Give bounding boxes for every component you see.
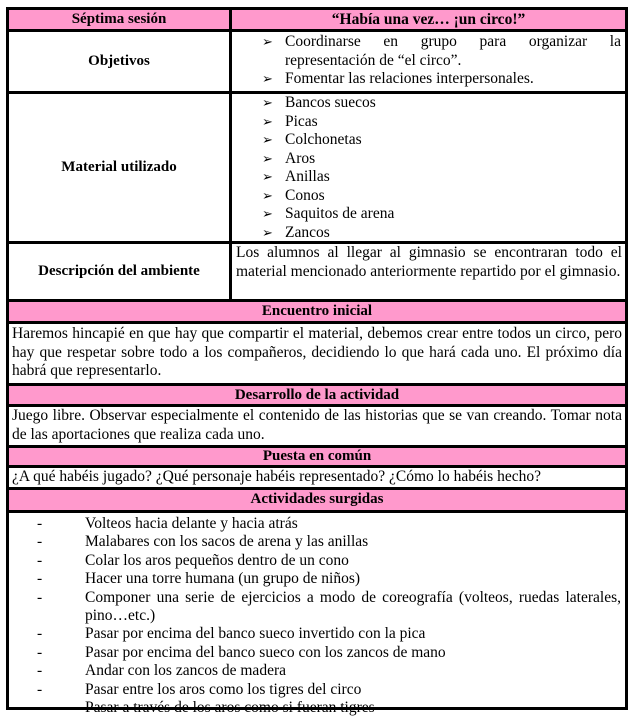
- desarrollo-header: Desarrollo de la actividad: [9, 383, 625, 404]
- list-item: - Pasar por encima del banco sueco invertido con la pica: [37, 625, 426, 643]
- actividades-list: [9, 513, 625, 717]
- dash-bullet-icon: -: [37, 533, 43, 551]
- arrow-bullet-icon: ➢: [262, 187, 273, 203]
- material-label: Material utilizado: [61, 159, 177, 175]
- material-row: [9, 91, 625, 241]
- list-item: - Volteos hacia delante y hacia atrás: [37, 515, 298, 532]
- ambiente-row: [9, 241, 625, 299]
- list-item: - Colar los aros pequeños dentro de un cono: [37, 551, 349, 569]
- arrow-bullet-icon: ➢: [262, 206, 273, 221]
- puesta-row: [9, 465, 625, 487]
- session-table: [6, 7, 628, 717]
- desarrollo-row: [9, 404, 625, 445]
- list-item: ➢ Fomentar las relaciones interpersonales.: [262, 70, 534, 87]
- list-item: - Pasar entre los aros como los tigres del circo: [37, 680, 362, 698]
- dash-bullet-icon: -: [37, 680, 43, 698]
- session-header-row: [9, 10, 625, 29]
- list-item: ➢ Aros: [262, 149, 316, 167]
- session-title: “Había una vez… ¡un circo!”: [229, 10, 625, 29]
- arrow-bullet-icon: ➢: [262, 224, 273, 240]
- dash-bullet-icon: -: [37, 643, 43, 661]
- dash-bullet-icon: -: [37, 515, 43, 532]
- puesta-text: ¿A qué habéis jugado? ¿Qué personaje habéis representado? ¿Cómo lo habéis hecho?: [12, 468, 541, 485]
- list-item: - Componer una serie de ejercicios a modo de coreografía (volteos, ruedas laterales, pino…etc.): [37, 588, 621, 625]
- list-item: ➢ Anillas: [262, 168, 330, 185]
- list-item: ➢ Bancos suecos: [262, 94, 376, 111]
- arrow-bullet-icon: ➢: [262, 113, 273, 129]
- objetivos-list: [232, 33, 625, 89]
- actividades-row: [9, 510, 625, 717]
- ambiente-text: Los alumnos al llegar al gimnasio se encontraran todo el material mencionado anteriormente repartido por el gimnasio.: [236, 244, 622, 280]
- arrow-bullet-icon: ➢: [262, 34, 273, 49]
- list-item: ➢ Conos: [262, 186, 325, 204]
- ambiente-label: Descripción del ambiente: [38, 263, 200, 279]
- list-item: - Andar con los zancos de madera: [37, 662, 286, 680]
- dash-bullet-icon: -: [37, 551, 43, 569]
- encuentro-header: Encuentro inicial: [9, 299, 625, 321]
- dash-bullet-icon: -: [37, 625, 43, 643]
- desarrollo-text: Juego libre. Observar especialmente el contenido de las historias que se van creando. Tomar nota de las aportaciones que realiza cada uno.: [12, 407, 622, 443]
- list-item: ➢ Colchonetas: [262, 131, 362, 148]
- session-label: Séptima sesión: [71, 11, 167, 27]
- list-item: - Pasar por encima del banco sueco con los zancos de mano: [37, 643, 446, 661]
- list-item: - Malabares con los sacos de arena y las anillas: [37, 533, 369, 551]
- dash-bullet-icon: -: [37, 699, 43, 717]
- list-item: ➢ Picas: [262, 112, 318, 130]
- objetivos-row: [9, 29, 625, 91]
- list-item: ➢ Saquitos de arena: [262, 205, 395, 222]
- dash-bullet-icon: -: [37, 662, 43, 680]
- dash-bullet-icon: -: [37, 588, 43, 606]
- material-list: [232, 94, 625, 242]
- arrow-bullet-icon: ➢: [262, 169, 273, 184]
- encuentro-text: Haremos hincapié en que hay que compartir el material, debemos crear entre todos un circo, pero hay que respetar sobre todo a los compañeros, decidiendo lo que hará cada uno. El próximo día habrá que representarlo.: [12, 325, 622, 379]
- arrow-bullet-icon: ➢: [262, 71, 273, 86]
- puesta-header: Puesta en común: [9, 445, 625, 465]
- actividades-header: Actividades surgidas: [9, 487, 625, 510]
- list-item: - Hacer una torre humana (un grupo de niños): [37, 570, 361, 588]
- list-item: - Pasar a través de los aros como si fueran tigres: [37, 699, 375, 717]
- arrow-bullet-icon: ➢: [262, 95, 273, 110]
- dash-bullet-icon: -: [37, 570, 43, 588]
- encuentro-row: [9, 321, 625, 383]
- arrow-bullet-icon: ➢: [262, 150, 273, 166]
- objetivos-label: Objetivos: [88, 53, 150, 69]
- arrow-bullet-icon: ➢: [262, 132, 273, 147]
- list-item: ➢ Coordinarse en grupo para organizar la representación de “el circo”.: [262, 33, 621, 69]
- list-item: ➢ Zancos: [262, 223, 330, 241]
